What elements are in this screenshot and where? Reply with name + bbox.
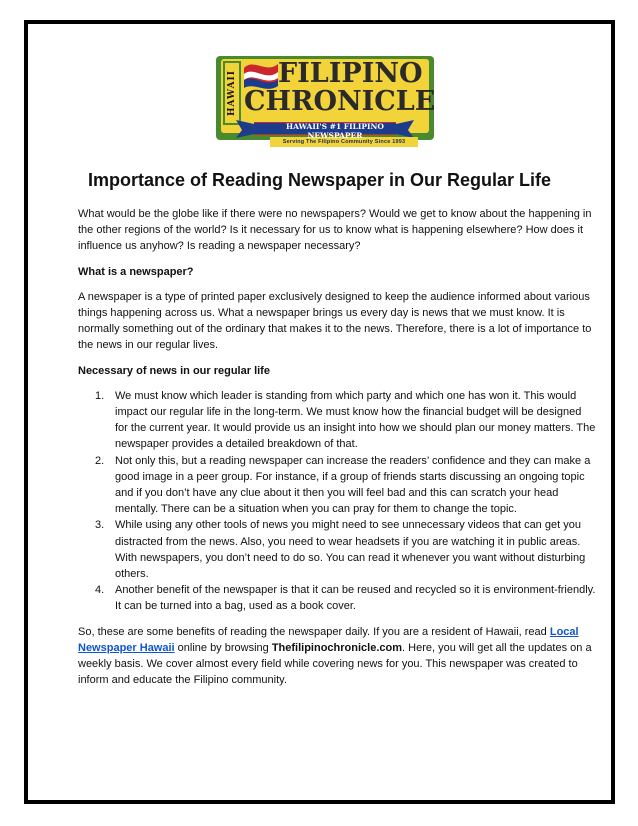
closing-text-3: . Here, you will get all the updates on a weekly basis. We cover almost every field while covering news for you. This newspaper was created to inform and educate the Filipino community. — [78, 641, 592, 687]
list-item — [78, 388, 596, 453]
list-item-text: We must know which leader is standing from which party and which one has won it. This would impact our regular life in the long-term. We must know how the financial budget will be designed for the current year. It would provide us an insight into how we should plan our money matters. The newspaper provides a detailed breakdown of that. — [115, 389, 596, 451]
list-item — [78, 517, 596, 582]
list-item-text: Another benefit of the newspaper is that it can be reused and recycled so it is environment-friendly. It can be turned into a bag, used as a book cover. — [115, 584, 596, 613]
article-title: Importance of Reading Newspaper in Our Regular Life — [87, 170, 552, 190]
local-newspaper-hawaii-link[interactable]: Local Newspaper Hawaii — [78, 625, 579, 654]
list-item — [78, 453, 596, 518]
site-name: Thefilipinochronicle.com — [271, 641, 403, 654]
closing-paragraph — [78, 624, 596, 689]
list-number: 2. — [95, 454, 105, 467]
definition-paragraph: A newspaper is a type of printed paper exclusively designed to keep the audience informed about various things happening across us. What a newspaper brings us every day is news that we must know. It is normally something out of the ordinary that makes it to the news. Therefore, there is a lot of importance to the news in our regular lives. — [78, 290, 592, 352]
list-item-text: While using any other tools of news you might need to see unnecessary videos that can get you distracted from the news. Also, you need to wear headsets if you are watching it in public areas. With newspapers, you don’t need to do so. You can read it whenever you want without disturbing others. — [115, 519, 586, 581]
list-number: 4. — [95, 584, 105, 597]
logo-side-text: HAWAII — [227, 70, 237, 116]
logo-word-chronicle: CHRONICLE — [244, 86, 436, 117]
intro-paragraph: What would be the globe like if there were no newspapers? Would we get to know about the happening in the other regions of the world? Is it necessary for us to know what is happening elsewhere? How does it influence us anyhow? Is reading a newspaper necessary? — [78, 208, 592, 253]
logo-word-filipino: FILIPINO — [278, 58, 423, 89]
document-page — [24, 20, 615, 804]
article-body — [78, 206, 596, 697]
closing-text-1: So, these are some benefits of reading the newspaper daily. If you are a resident of Hawaii, read — [78, 625, 550, 638]
filipino-chronicle-logo — [214, 54, 436, 154]
closing-text-2: online by browsing — [174, 641, 272, 654]
list-item — [78, 582, 596, 614]
benefits-list — [78, 388, 596, 615]
list-number: 1. — [95, 389, 105, 402]
list-number: 3. — [95, 519, 105, 532]
logo-banner-text: HAWAII'S #1 FILIPINO NEWSPAPER — [286, 122, 384, 140]
logo-tagline: Serving The Filipino Community Since 1993 — [282, 139, 406, 145]
section-heading-what-is-newspaper: What is a newspaper? — [78, 265, 194, 278]
list-item-text: Not only this, but a reading newspaper can increase the readers’ confidence and they can make a good image in a peer group. For instance, if a group of friends starts discussing an ongoing topic and if you don’t have any clue about it then you will feel bad and this can scratch your head mentally. There can be a situation when you can pray for them to change the topic. — [115, 454, 591, 516]
section-heading-necessary-news: Necessary of news in our regular life — [78, 364, 270, 377]
